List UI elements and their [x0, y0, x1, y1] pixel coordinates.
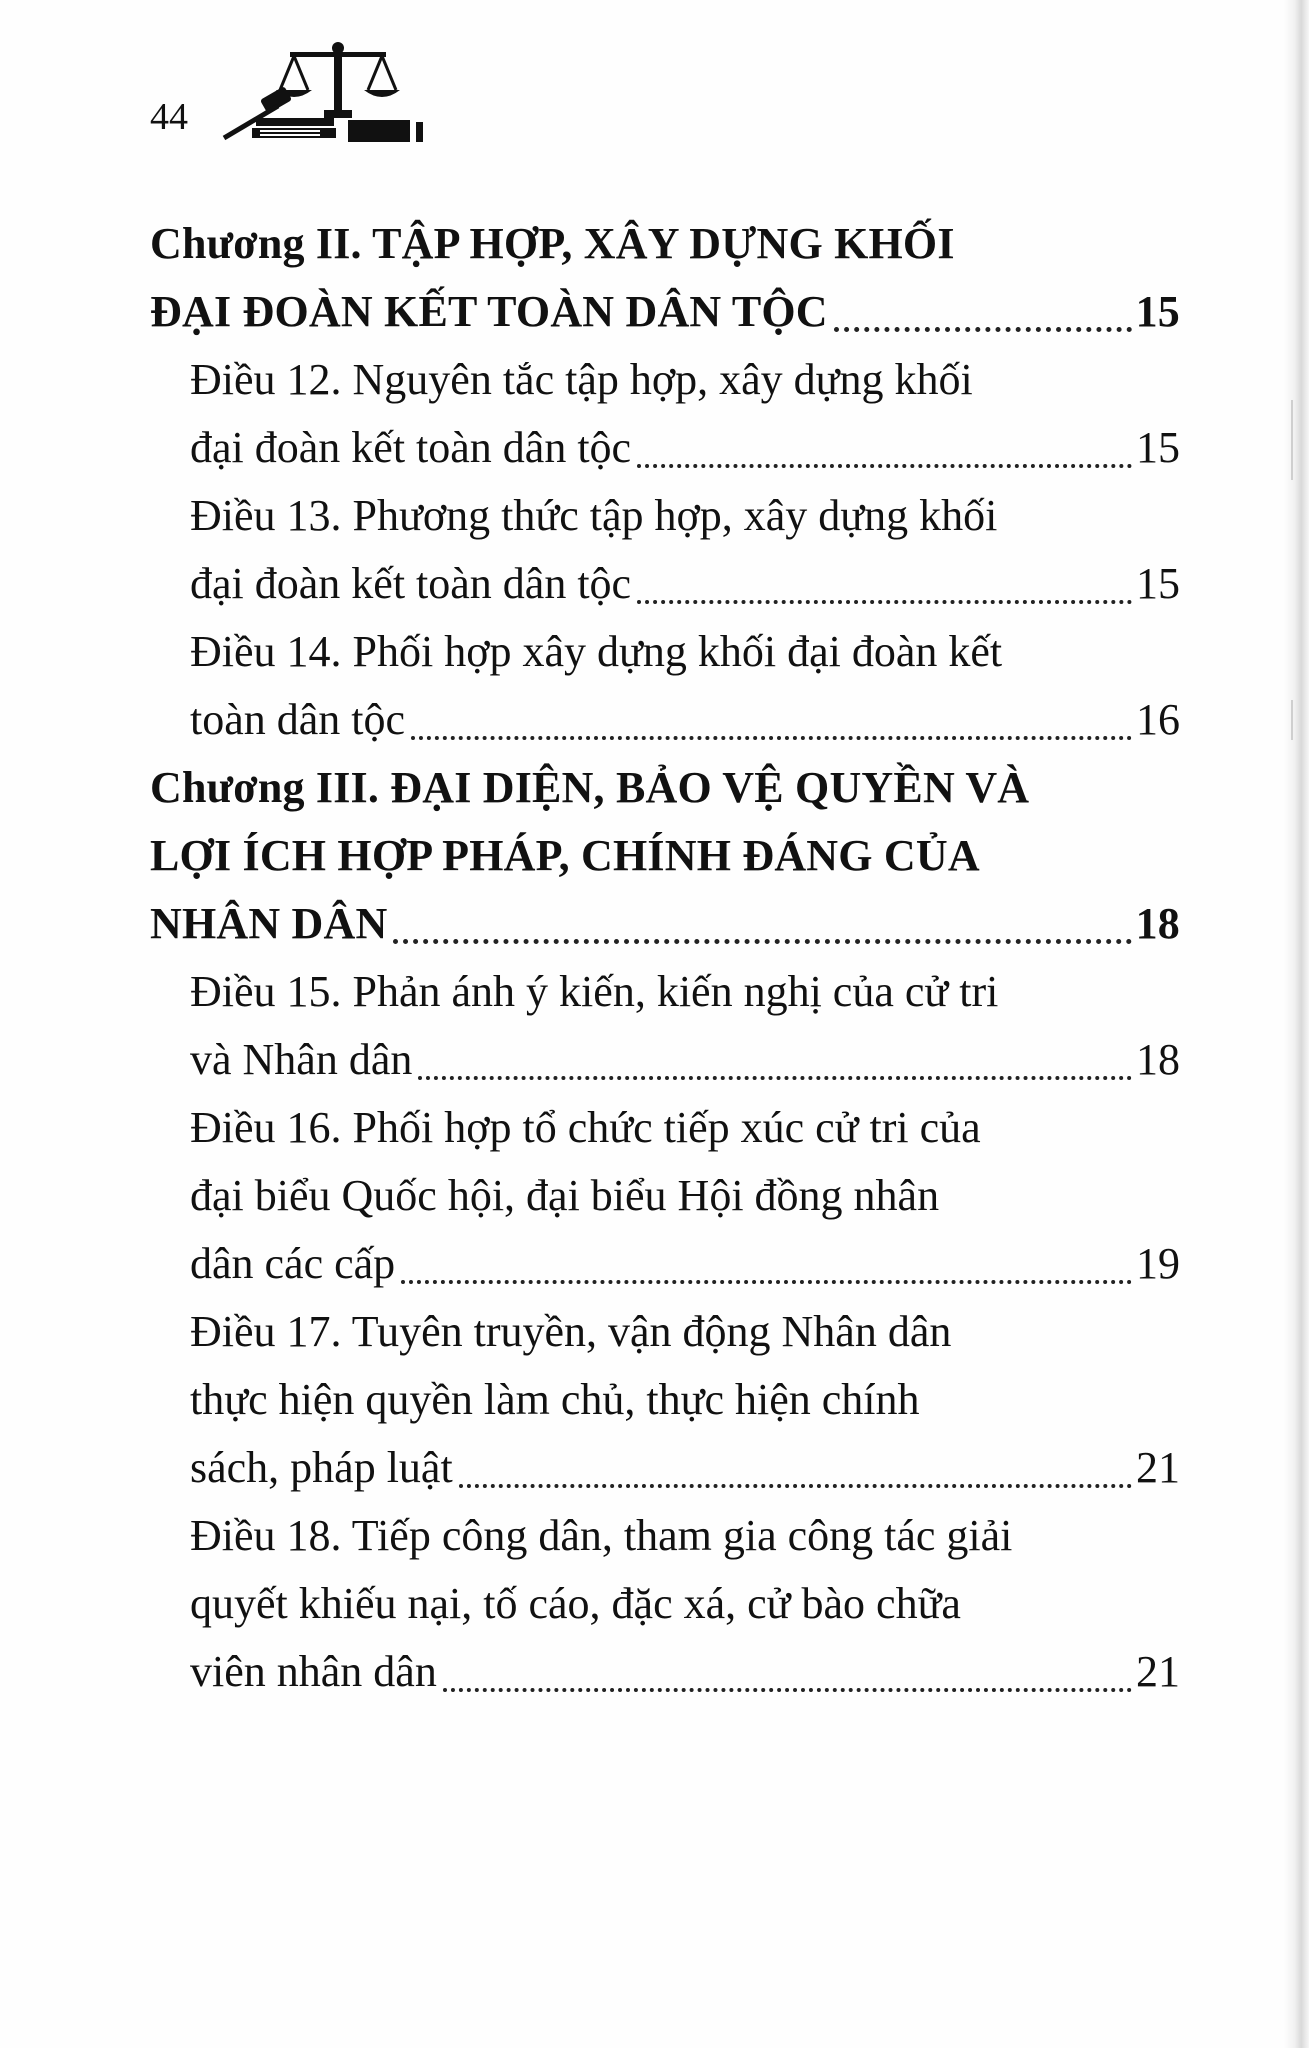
toc-entry-title-end: sách, pháp luật	[190, 1443, 453, 1492]
toc-page-number: 21	[1136, 1647, 1180, 1696]
toc-entry-title-end: và Nhân dân	[190, 1035, 413, 1084]
dot-leader	[637, 600, 1132, 604]
dot-leader	[401, 1280, 1132, 1284]
toc-chapter-entry	[150, 210, 1180, 346]
toc-entry-title-end: viên nhân dân	[190, 1647, 437, 1696]
toc-entry-line: Chương II. TẬP HỢP, XÂY DỰNG KHỐI	[150, 219, 955, 268]
toc-entry-line: Điều 16. Phối hợp tổ chức tiếp xúc cử tri của	[190, 1103, 981, 1152]
edge-mark	[1291, 400, 1293, 480]
dot-leader	[411, 736, 1132, 740]
toc-page-number: 15	[1136, 423, 1180, 472]
dot-leader	[393, 939, 1131, 944]
toc-page-number: 16	[1136, 695, 1180, 744]
page-header	[150, 40, 450, 150]
page-edge	[1283, 0, 1309, 2048]
toc-entry-line: quyết khiếu nại, tố cáo, đặc xá, cử bào chữa	[190, 1579, 961, 1628]
scales-and-gavel-icon	[220, 40, 460, 150]
toc-entry-line: Điều 13. Phương thức tập hợp, xây dựng khối	[190, 491, 998, 540]
toc-page-number: 15	[1136, 559, 1180, 608]
toc-entry-line: LỢI ÍCH HỢP PHÁP, CHÍNH ĐÁNG CỦA	[150, 831, 980, 880]
toc-entry-last-line	[190, 1638, 1180, 1706]
edge-mark	[1291, 700, 1293, 740]
toc-entry-title-end: NHÂN DÂN	[150, 899, 388, 948]
toc-entry-line: Điều 14. Phối hợp xây dựng khối đại đoàn kết	[190, 627, 1003, 676]
toc-entry-line: Điều 18. Tiếp công dân, tham gia công tác giải	[190, 1511, 1013, 1560]
toc-entry-line: Chương III. ĐẠI DIỆN, BẢO VỆ QUYỀN VÀ	[150, 763, 1030, 812]
dot-leader	[418, 1076, 1132, 1080]
table-of-contents	[150, 210, 1180, 1706]
page-number: 44	[150, 96, 188, 138]
toc-entry-title-end: toàn dân tộc	[190, 695, 406, 744]
toc-entry-last-line	[190, 1434, 1180, 1502]
toc-entry-last-line	[190, 550, 1180, 618]
toc-entry-last-line	[190, 414, 1180, 482]
toc-article-entry	[190, 346, 1180, 482]
toc-entry-last-line	[190, 686, 1180, 754]
toc-article-entry	[190, 1298, 1180, 1502]
toc-entry-line: Điều 15. Phản ánh ý kiến, kiến nghị của cử tri	[190, 967, 999, 1016]
toc-article-entry	[190, 618, 1180, 754]
toc-entry-last-line	[150, 278, 1180, 346]
toc-entry-line: thực hiện quyền làm chủ, thực hiện chính	[190, 1375, 920, 1424]
toc-entry-last-line	[150, 890, 1180, 958]
toc-entry-line: Điều 17. Tuyên truyền, vận động Nhân dân	[190, 1307, 952, 1356]
toc-article-entry	[190, 1094, 1180, 1298]
toc-entry-title-end: ĐẠI ĐOÀN KẾT TOÀN DÂN TỘC	[150, 287, 828, 336]
toc-page-number: 15	[1135, 287, 1180, 336]
toc-page-number: 19	[1136, 1239, 1180, 1288]
toc-page-number: 18	[1136, 1035, 1180, 1084]
toc-chapter-entry	[150, 754, 1180, 958]
toc-page-number: 18	[1135, 899, 1180, 948]
toc-article-entry	[190, 482, 1180, 618]
toc-article-entry	[190, 958, 1180, 1094]
toc-entry-last-line	[190, 1230, 1180, 1298]
toc-entry-line: đại biểu Quốc hội, đại biểu Hội đồng nhân	[190, 1171, 940, 1220]
toc-entry-title-end: đại đoàn kết toàn dân tộc	[190, 423, 632, 472]
toc-entry-title-end: dân các cấp	[190, 1239, 396, 1288]
toc-entry-title-end: đại đoàn kết toàn dân tộc	[190, 559, 632, 608]
dot-leader	[834, 327, 1132, 332]
toc-entry-line: Điều 12. Nguyên tắc tập hợp, xây dựng khối	[190, 355, 973, 404]
dot-leader	[637, 464, 1132, 468]
toc-page-number: 21	[1136, 1443, 1180, 1492]
dot-leader	[443, 1688, 1132, 1692]
toc-article-entry	[190, 1502, 1180, 1706]
toc-entry-last-line	[190, 1026, 1180, 1094]
dot-leader	[459, 1484, 1132, 1488]
